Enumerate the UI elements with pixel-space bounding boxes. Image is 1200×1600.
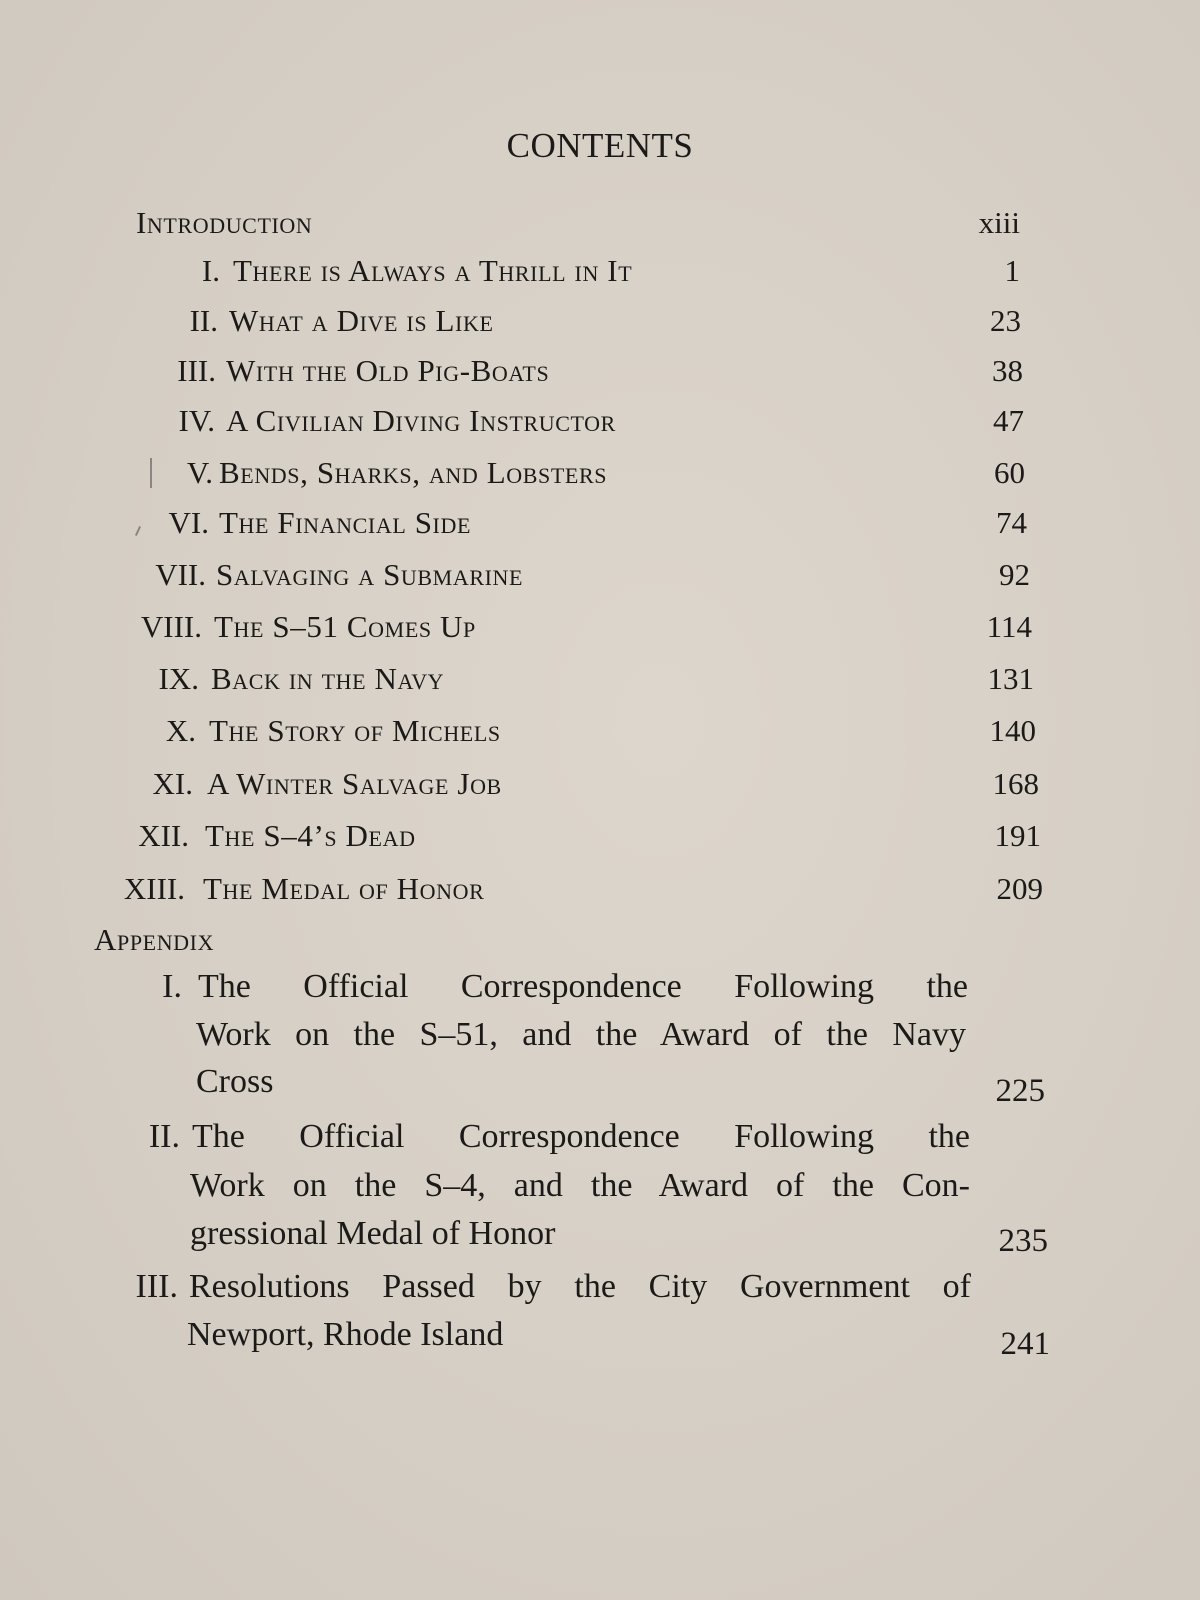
chapter-numeral: XIII. — [123, 871, 185, 906]
appendix-title-line: Cross — [196, 1063, 274, 1100]
toc-entry-chapter-9[interactable] — [0, 661, 1200, 705]
chapter-numeral: IX. — [158, 661, 199, 696]
chapter-title: The S–51 Comes Up — [214, 609, 476, 644]
appendix-title-line: Resolutions Passed by the City Government of — [189, 1268, 971, 1305]
chapter-numeral: I. — [201, 253, 220, 288]
chapter-page: 38 — [992, 353, 1023, 388]
chapter-title: With the Old Pig-Boats — [226, 353, 550, 388]
chapter-title: The Medal of Honor — [203, 871, 485, 906]
appendix-page: 241 — [1000, 1326, 1050, 1362]
chapter-page: 140 — [989, 713, 1036, 748]
appendix-numeral: III. — [135, 1268, 178, 1305]
chapter-title: Back in the Navy — [211, 661, 445, 696]
chapter-numeral: V. — [186, 455, 213, 490]
toc-entry-chapter-12[interactable] — [0, 818, 1200, 862]
chapter-title: Bends, Sharks, and Lobsters — [219, 455, 608, 490]
toc-entry-chapter-6[interactable] — [0, 505, 1200, 549]
appendix-title-line: gressional Medal of Honor — [190, 1215, 556, 1252]
chapter-page: 131 — [987, 661, 1034, 696]
toc-entry-chapter-3[interactable] — [0, 353, 1200, 397]
toc-entry-introduction[interactable] — [0, 205, 1200, 249]
chapter-title: What a Dive is Like — [229, 303, 494, 338]
toc-entry-chapter-1[interactable] — [0, 253, 1200, 297]
appendix-title-line: The Official Correspondence Following the — [198, 968, 968, 1005]
chapter-title: The S–4’s Dead — [205, 818, 416, 853]
chapter-page: 60 — [994, 455, 1025, 490]
toc-entry-chapter-4[interactable] — [0, 403, 1200, 447]
chapter-title: Salvaging a Submarine — [216, 557, 524, 592]
chapter-page: 209 — [996, 871, 1043, 906]
entry-page: xiii — [978, 205, 1020, 240]
entry-title: Introduction — [136, 205, 313, 240]
appendix-page: 225 — [995, 1073, 1045, 1109]
chapter-page: 23 — [990, 303, 1021, 338]
chapter-numeral: III. — [177, 353, 216, 388]
appendix-heading: Appendix — [94, 922, 215, 957]
toc-entry-chapter-7[interactable] — [0, 557, 1200, 601]
chapter-page: 191 — [994, 818, 1041, 853]
appendix-numeral: II. — [148, 1118, 180, 1155]
margin-pencil-mark — [150, 458, 152, 488]
chapter-page: 1 — [1004, 253, 1020, 288]
chapter-numeral: VII. — [155, 557, 206, 592]
chapter-page: 114 — [986, 609, 1032, 644]
chapter-page: 47 — [993, 403, 1024, 438]
chapter-numeral: IV. — [178, 403, 215, 438]
appendix-title-line: The Official Correspondence Following the — [192, 1118, 970, 1155]
toc-entry-chapter-2[interactable] — [0, 303, 1200, 347]
chapter-title: A Winter Salvage Job — [207, 766, 502, 801]
chapter-numeral: VI. — [168, 505, 209, 540]
chapter-numeral: VIII. — [140, 609, 202, 644]
chapter-title: There is Always a Thrill in It — [233, 253, 633, 288]
chapter-title: The Story of Michels — [209, 713, 501, 748]
appendix-numeral: I. — [162, 968, 182, 1005]
chapter-page: 92 — [999, 557, 1030, 592]
toc-entry-chapter-5[interactable] — [0, 455, 1200, 499]
chapter-numeral: II. — [189, 303, 218, 338]
appendix-page: 235 — [998, 1223, 1048, 1259]
chapter-page: 168 — [992, 766, 1039, 801]
chapter-title: The Financial Side — [219, 505, 472, 540]
chapter-numeral: X. — [165, 713, 196, 748]
chapter-page: 74 — [996, 505, 1027, 540]
chapter-numeral: XII. — [138, 818, 189, 853]
toc-entry-chapter-8[interactable] — [0, 609, 1200, 653]
toc-entry-chapter-10[interactable] — [0, 713, 1200, 757]
chapter-title: A Civilian Diving Instructor — [226, 403, 616, 438]
appendix-title-line: Newport, Rhode Island — [187, 1316, 504, 1353]
toc-entry-chapter-13[interactable] — [0, 871, 1200, 915]
contents-heading: CONTENTS — [506, 126, 694, 165]
appendix-title-line: Work on the S–51, and the Award of the Navy — [196, 1016, 966, 1053]
toc-entry-chapter-11[interactable] — [0, 766, 1200, 810]
chapter-numeral: XI. — [152, 766, 193, 801]
appendix-title-line: Work on the S–4, and the Award of the Con- — [190, 1167, 970, 1204]
